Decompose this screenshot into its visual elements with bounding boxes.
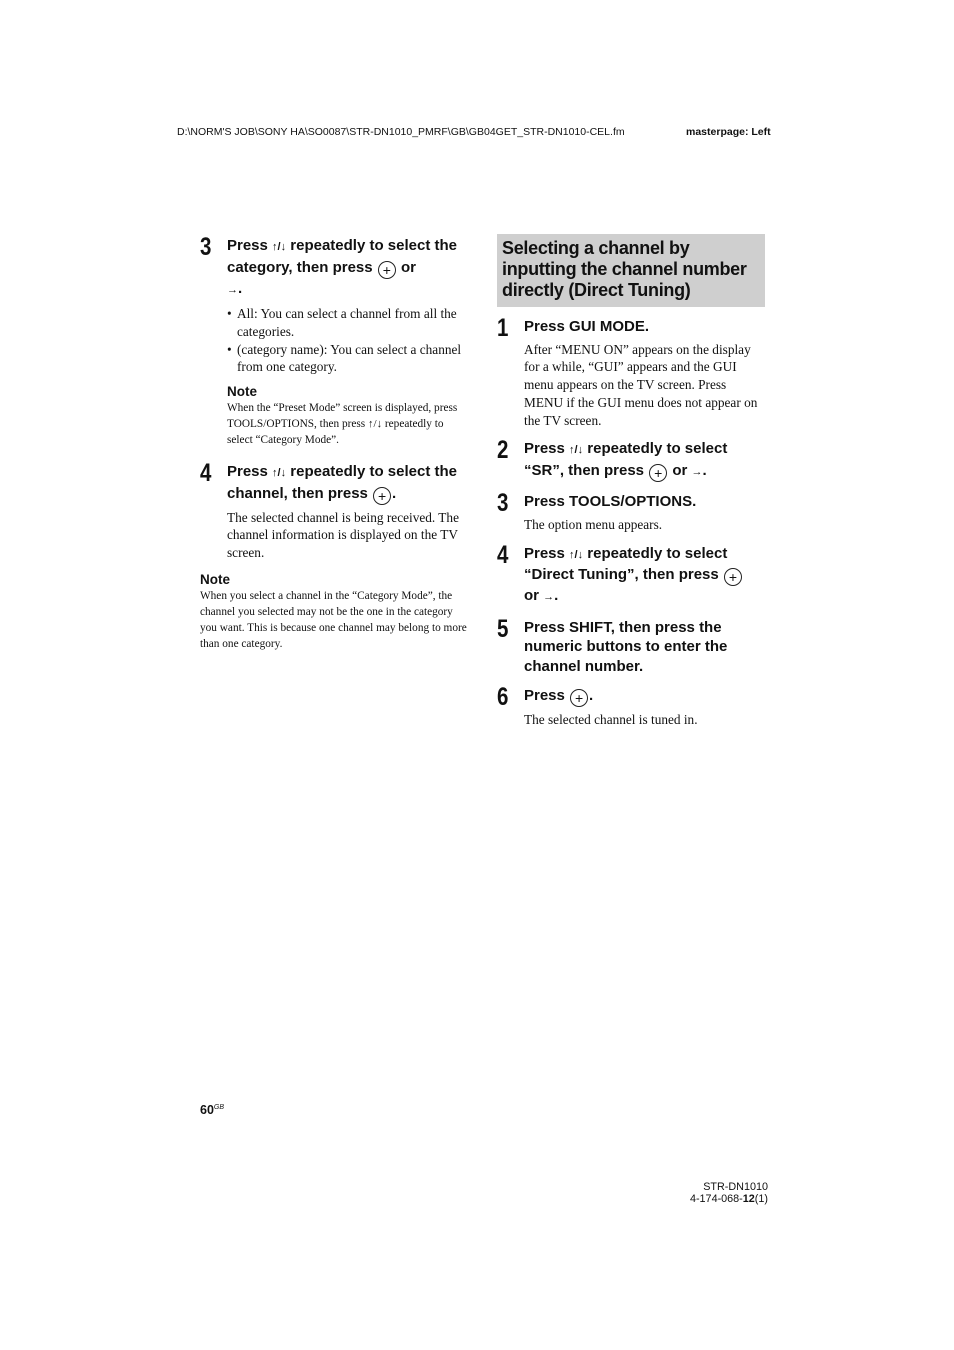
step-number: 1 bbox=[497, 314, 509, 342]
step-number: 6 bbox=[497, 683, 509, 712]
up-down-arrow-icon: ↑/↓ bbox=[272, 467, 287, 480]
file-path-header: D:\NORM'S JOB\SONY HA\SO0087\STR-DN1010_PMRF\GB\GB04GET_STR-DN1010-CEL.fm bbox=[177, 126, 625, 138]
list-item: • All: You can select a channel from all the categories. bbox=[227, 306, 457, 339]
step-title: Press ↑/↓ repeatedly to select the category, then press + or →. bbox=[227, 237, 458, 297]
list-item: • (category name): You can select a channel from one category. bbox=[227, 341, 462, 375]
up-down-arrow-icon: ↑/↓ bbox=[569, 444, 584, 457]
step-title: Press ↑/↓ repeatedly to select the channel, then press + . bbox=[227, 463, 458, 504]
note-heading: Note bbox=[200, 572, 230, 588]
section-title: Selecting a channel by inputting the channel number directly (Direct Tuning) bbox=[497, 234, 765, 307]
step-number: 4 bbox=[200, 459, 212, 488]
step-title: Press ↑/↓ repeatedly to select “SR”, then press + or →. bbox=[524, 440, 728, 481]
enter-button-icon: + bbox=[378, 261, 396, 279]
step-4-channel bbox=[200, 459, 468, 562]
step-title: Press + . bbox=[524, 687, 594, 707]
enter-button-icon: + bbox=[649, 464, 667, 482]
right-arrow-icon: → bbox=[543, 591, 555, 604]
step-6-enter bbox=[497, 683, 765, 729]
step-body: The selected channel is tuned in. bbox=[524, 712, 698, 728]
step-3-tools-options bbox=[497, 489, 765, 533]
up-down-arrow-icon: ↑/↓ bbox=[272, 241, 287, 253]
step-body: The selected channel is being received. The channel information is displayed on the TV screen. bbox=[227, 509, 459, 561]
step-body: After “MENU ON” appears on the display for a while, “GUI” appears and the GUI menu appears on the TV screen. Press MENU if the GUI menu does not appear on the TV screen. bbox=[524, 341, 758, 428]
masterpage-label: masterpage: Left bbox=[686, 126, 771, 138]
model-number: STR-DN1010 bbox=[703, 1181, 768, 1193]
document-code: 4-174-068-12(1) bbox=[689, 1193, 768, 1205]
right-arrow-icon: → bbox=[691, 465, 703, 478]
enter-button-icon: + bbox=[724, 568, 742, 586]
up-down-arrow-icon: ↑/↓ bbox=[569, 548, 584, 561]
note-body: When the “Preset Mode” screen is displayed, press TOOLS/OPTIONS, then press ↑/↓ repeatedly to select “Category Mode”. bbox=[227, 402, 458, 447]
model-footer bbox=[686, 1181, 768, 1205]
note-body: When you select a channel in the “Category Mode”, the channel you selected may not be the one in the category you want. This is because one channel may belong to more than one category. bbox=[200, 590, 467, 651]
step-title: Press GUI MODE. bbox=[524, 318, 650, 335]
step-4-direct-tuning bbox=[497, 540, 765, 608]
step-title: Press TOOLS/OPTIONS. bbox=[524, 493, 697, 511]
note-heading: Note bbox=[227, 384, 257, 400]
bullet-list bbox=[227, 305, 468, 376]
up-down-arrow-icon: ↑/↓ bbox=[368, 418, 383, 431]
step-3-category bbox=[200, 233, 468, 448]
step-number: 5 bbox=[497, 614, 509, 643]
enter-button-icon: + bbox=[570, 689, 588, 707]
step-number: 3 bbox=[497, 489, 509, 518]
step-number: 3 bbox=[200, 233, 212, 261]
enter-button-icon: + bbox=[373, 487, 391, 505]
step-number: 4 bbox=[497, 540, 509, 569]
note-block bbox=[200, 572, 468, 652]
step-5-shift-numeric bbox=[497, 614, 765, 677]
step-2-sr bbox=[497, 436, 765, 482]
step-body: The option menu appears. bbox=[524, 516, 663, 532]
right-column bbox=[497, 234, 765, 739]
step-1-gui-mode bbox=[497, 314, 765, 429]
right-arrow-icon: → bbox=[227, 283, 238, 296]
left-column bbox=[200, 232, 468, 652]
step-number: 2 bbox=[497, 436, 509, 465]
step-title: Press SHIFT, then press the numeric buttons to enter the channel number. bbox=[524, 618, 728, 675]
page-number: $60^{GB}$ bbox=[200, 1103, 225, 1117]
step-title: Press ↑/↓ repeatedly to select “Direct Tuning”, then press + or →. bbox=[524, 544, 765, 608]
